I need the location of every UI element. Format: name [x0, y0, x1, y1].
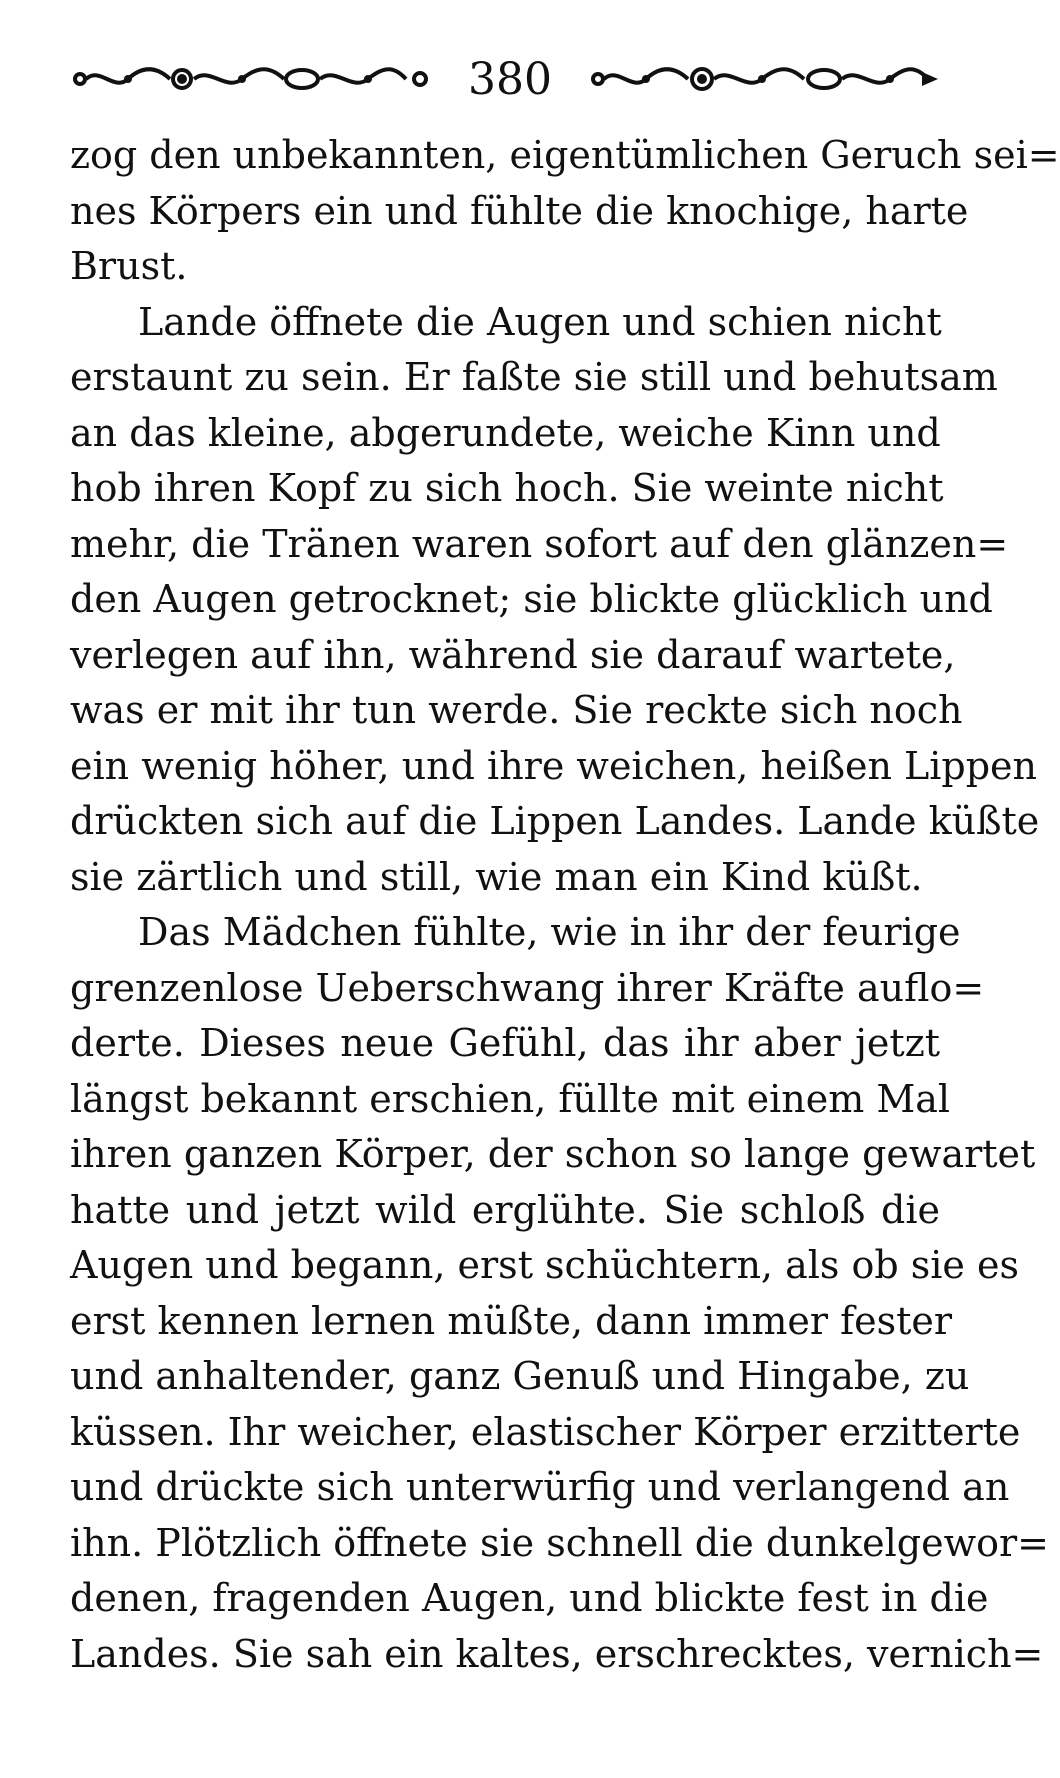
- text-line: mehr, die Tränen waren sofort auf den glänzen=: [70, 521, 1009, 566]
- text-line: hatte und jetzt wild erglühte. Sie schloß die: [70, 1187, 940, 1232]
- text-line: ihn. Plötzlich öffnete sie schnell die dunkelgewor=: [70, 1520, 1050, 1565]
- text-line: zog den unbekannten, eigentümlichen Geruch sei=: [70, 133, 1060, 177]
- text-line: was er mit ihr tun werde. Sie reckte sich noch: [70, 688, 963, 732]
- paragraph: [70, 128, 1060, 295]
- text-line: den Augen getrocknet; sie blickte glücklich und: [70, 577, 993, 621]
- text-line: an das kleine, abgerundete, weiche Kinn und: [70, 410, 941, 455]
- text-line: Landes. Sie sah ein kaltes, erschrecktes, vernich=: [70, 1631, 1044, 1676]
- text-line: derte. Dieses neue Gefühl, das ihr aber jetzt: [70, 1021, 940, 1065]
- body-text: [70, 128, 1060, 1682]
- text-line: grenzenlose Ueberschwang ihrer Kräfte auflo=: [70, 965, 985, 1010]
- text-line: längst bekannt erschien, füllte mit einem Mal: [70, 1076, 951, 1121]
- text-line: ihren ganzen Körper, der schon so lange gewartet: [70, 1132, 1036, 1176]
- text-line: Das Mädchen fühlte, wie in ihr der feurige: [138, 910, 961, 954]
- text-line: Lande öffnete die Augen und schien nicht: [138, 299, 942, 344]
- text-line: nes Körpers ein und fühlte die knochige, harte: [70, 188, 969, 233]
- text-line: hob ihren Kopf zu sich hoch. Sie weinte nicht: [70, 466, 944, 510]
- text-line: erstaunt zu sein. Er faßte sie still und behutsam: [70, 355, 998, 399]
- text-line: denen, fragenden Augen, und blickte fest in die: [70, 1576, 989, 1620]
- text-line: erst kennen lernen müßte, dann immer fester: [70, 1298, 953, 1343]
- page-header: [70, 50, 940, 110]
- left-ornament-border: [70, 64, 430, 94]
- right-ornament-border: [590, 64, 940, 94]
- text-line: drückten sich auf die Lippen Landes. Lande küßte: [70, 799, 1040, 843]
- text-line: Brust.: [70, 244, 188, 288]
- text-line: und anhaltender, ganz Genuß und Hingabe, zu: [70, 1354, 970, 1398]
- text-line: ein wenig höher, und ihre weichen, heißen Lippen: [70, 743, 1037, 788]
- text-line: küssen. Ihr weicher, elastischer Körper erzitterte: [70, 1409, 1021, 1454]
- text-line: verlegen auf ihn, während sie darauf wartete,: [70, 632, 956, 677]
- text-line: und drückte sich unterwürfig und verlangend an: [70, 1465, 1010, 1509]
- text-line: Augen und begann, erst schüchtern, als ob sie es: [70, 1243, 1019, 1287]
- paragraph: [70, 295, 1040, 906]
- text-line: sie zärtlich und still, wie man ein Kind küßt.: [70, 854, 923, 899]
- paragraph: [70, 905, 1050, 1682]
- page-number: 380: [468, 54, 552, 105]
